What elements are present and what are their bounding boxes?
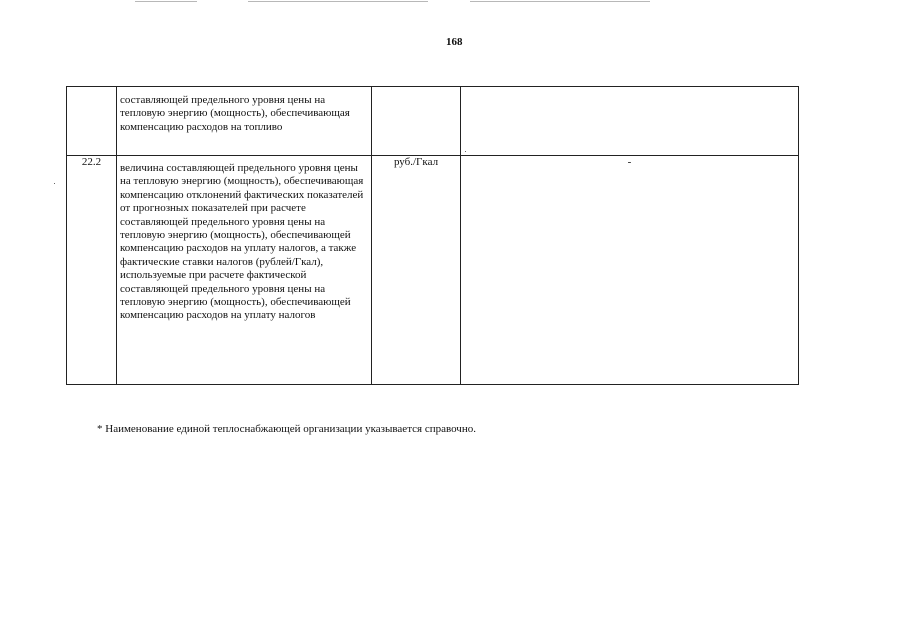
scan-speck (54, 183, 55, 184)
row-number (67, 87, 117, 156)
row-description-cell (117, 87, 372, 156)
row-unit (372, 87, 461, 156)
row-value: - (461, 156, 799, 385)
row-value (461, 87, 799, 156)
row-description: составляющей предельного уровня цены на тепловую энергию (мощность), обеспечивающая компенсацию расходов на топливо (120, 94, 350, 133)
row-description: величина составляющей предельного уровня цены на тепловую энергию (мощность), обеспечивающая компенсацию отклонений фактических показателей от прогнозных показателей при расчете составляющей предельного уровня цены на тепловую энергию (мощность), обеспечивающей компенсацию расходов на уплату налогов, а также фактические ставки налогов (рублей/Гкал), используемые при расчете фактической составляющей предельного уровня цены на тепловую энергию (мощность), обеспечивающей компенсацию расходов на уплату налогов (120, 162, 364, 322)
table-row (67, 87, 799, 156)
data-table (66, 86, 799, 385)
row-number: 22.2 (67, 156, 117, 385)
row-unit: руб./Гкал (372, 156, 461, 385)
table-row (67, 156, 799, 385)
footnote: * Наименование единой теплоснабжающей организации указывается справочно. (97, 423, 476, 435)
scan-line (248, 1, 428, 2)
scan-speck (465, 151, 466, 152)
page-number: 168 (446, 36, 463, 48)
scan-line (470, 1, 650, 2)
row-description-cell (117, 156, 372, 385)
scan-line (135, 1, 197, 2)
